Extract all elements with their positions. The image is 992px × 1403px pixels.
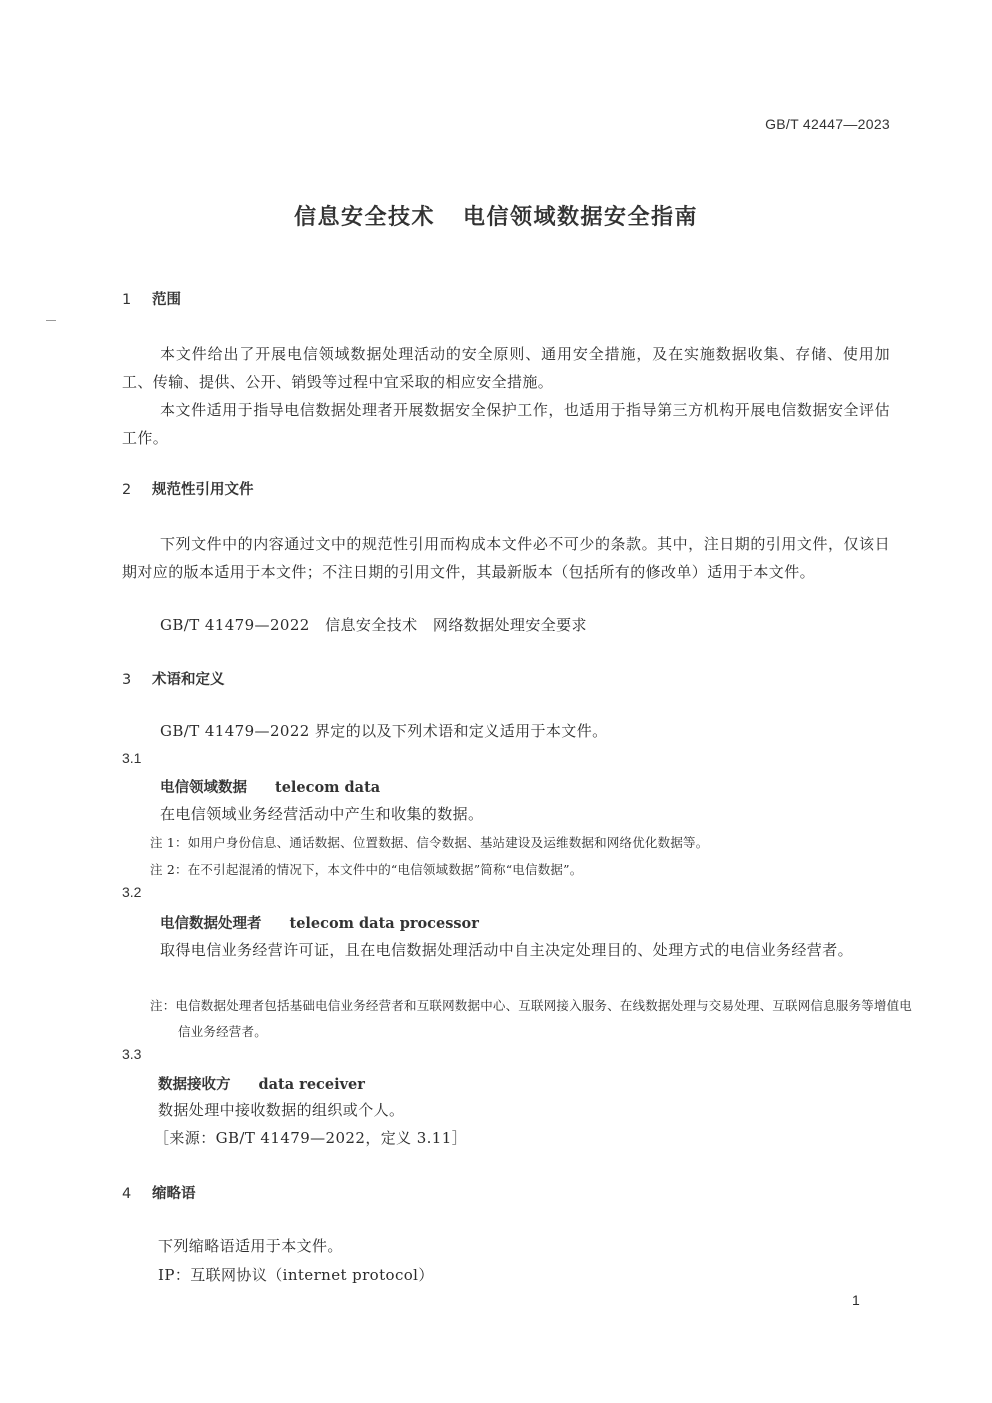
term-3-1-number: 3.1 [122, 750, 142, 766]
term-3-2-title: 电信数据处理者 telecom data processor [160, 915, 479, 932]
term-3-1-note-2: 注 2：在不引起混淆的情况下，本文件中的“电信领域数据”简称“电信数据”。 [150, 862, 583, 877]
term-3-2-number: 3.2 [122, 884, 142, 900]
title-part-1: 信息安全技术 [293, 205, 435, 230]
title-part-2: 电信领域数据安全指南 [463, 205, 699, 230]
document-title [0, 200, 992, 231]
section-1-paragraph-1: 本文件给出了开展电信领域数据处理活动的安全原则、通用安全措施，及在实施数据收集、存储、使用加工、传输、提供、公开、销毁等过程中宜采取的相应安全措施。 [122, 345, 890, 391]
section-1-heading: 1 范围 [122, 292, 181, 308]
section-4-heading: 4 缩略语 [122, 1186, 196, 1202]
term-3-2-note: 注：电信数据处理者包括基础电信业务经营者和互联网数据中心、互联网接入服务、在线数据处理与交易处理、互联网信息服务等增值电信业务经营者。 [150, 998, 913, 1039]
term-3-3-title: 数据接收方 data receiver [158, 1076, 365, 1093]
section-3-heading: 3 术语和定义 [122, 672, 225, 688]
scan-artifact [46, 320, 56, 321]
term-3-2-definition: 取得电信业务经营许可证，且在电信数据处理活动中自主决定处理目的、处理方式的电信业务经营者。 [160, 941, 854, 959]
section-2-heading: 2 规范性引用文件 [122, 482, 254, 498]
term-3-3-definition: 数据处理中接收数据的组织或个人。 [158, 1101, 405, 1119]
section-3-intro: GB/T 41479—2022 界定的以及下列术语和定义适用于本文件。 [160, 722, 608, 740]
term-3-3-source: ［来源：GB/T 41479—2022，定义 3.11］ [154, 1129, 468, 1147]
term-3-1-definition: 在电信领域业务经营活动中产生和收集的数据。 [160, 805, 484, 823]
page-number: 1 [852, 1292, 860, 1308]
term-3-3-number: 3.3 [122, 1046, 142, 1062]
term-3-1-note-1: 注 1：如用户身份信息、通话数据、位置数据、信令数据、基站建设及运维数据和网络优化数据等。 [150, 835, 709, 850]
section-4-intro: 下列缩略语适用于本文件。 [158, 1237, 343, 1255]
term-3-1-title: 电信领域数据 telecom data [160, 779, 381, 796]
standard-code: GB/T 42447—2023 [765, 116, 890, 132]
section-2-paragraph: 下列文件中的内容通过文中的规范性引用而构成本文件必不可少的条款。其中，注日期的引用文件，仅该日期对应的版本适用于本文件；不注日期的引用文件，其最新版本（包括所有的修改单）适用于本文件。 [122, 535, 890, 581]
normative-reference: GB/T 41479—2022 信息安全技术 网络数据处理安全要求 [160, 616, 587, 634]
section-1-paragraph-2: 本文件适用于指导电信数据处理者开展数据安全保护工作，也适用于指导第三方机构开展电信数据安全评估工作。 [122, 401, 890, 447]
abbreviation-ip: IP：互联网协议（internet protocol） [158, 1266, 434, 1284]
